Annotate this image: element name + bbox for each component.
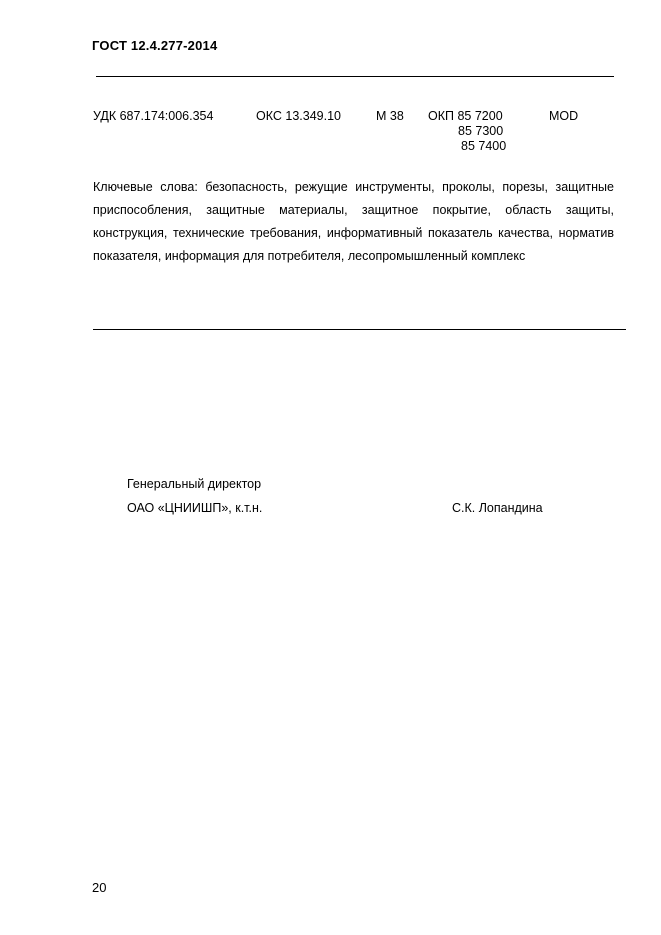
keywords-paragraph: Ключевые слова: безопасность, режущие инструменты, проколы, порезы, защитные приспособления, защитные материалы, защитное покрытие, область защиты, конструкция, технические требования, информативный показатель качества, норматив показателя, информация для потребителя, лесопромышленный комплекс <box>93 180 614 263</box>
okp-codes <box>428 109 506 154</box>
okp-code-1: ОКП 85 7200 <box>428 109 503 123</box>
oks-code: ОКС 13.349.10 <box>256 109 341 123</box>
mod-marker: MOD <box>549 109 579 123</box>
page-number: 20 <box>92 880 107 895</box>
page-header-standard: ГОСТ 12.4.277-2014 <box>92 38 218 53</box>
okp-code-2: 85 7300 <box>458 124 504 138</box>
bottom-divider <box>93 329 626 330</box>
signatory-title: Генеральный директор <box>127 477 262 491</box>
top-divider <box>96 76 614 77</box>
udk-code: УДК 687.174:006.354 <box>93 109 214 123</box>
signatory-organization: ОАО «ЦНИИШП», к.т.н. <box>127 501 263 515</box>
signatory-name: С.К. Лопандина <box>452 501 543 515</box>
mks-code: М 38 <box>376 109 404 123</box>
okp-code-3: 85 7400 <box>461 139 507 153</box>
